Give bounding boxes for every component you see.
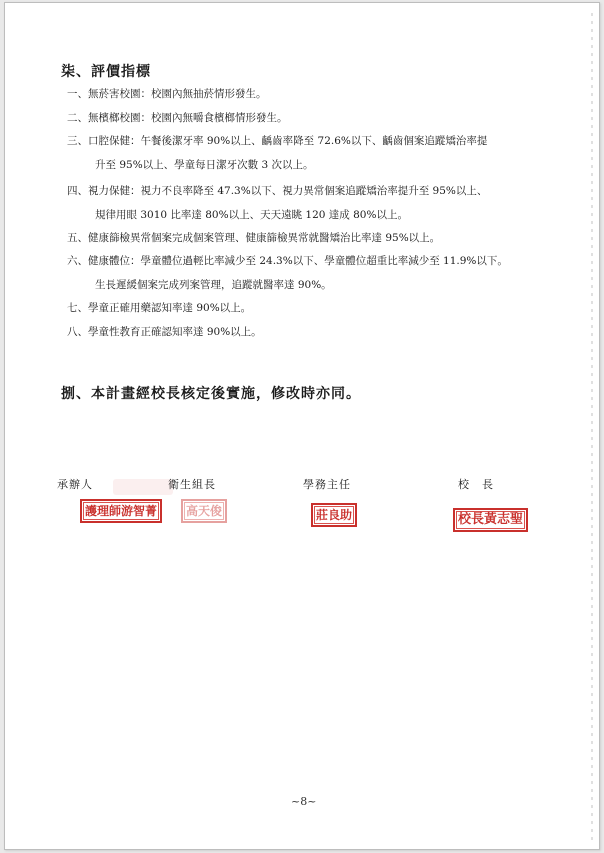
list-item (67, 301, 251, 315)
signature-title-health-chief: 衛生組長 (168, 478, 216, 491)
seal-stamp-student-affairs: 莊良助 (311, 503, 357, 527)
item-number: 四、 (67, 185, 88, 197)
signature-title-handler: 承辦人 (57, 478, 93, 491)
section-heading-implementation: 捌、本計畫經校長核定後實施，修改時亦同。 (61, 386, 361, 402)
seal-stamp-health-chief: 高天俊 (181, 499, 227, 523)
list-item (67, 231, 440, 245)
page-number: ~8~ (291, 795, 317, 808)
item-continuation: 生長遲緩個案完成列案管理，追蹤就醫率達 90%。 (95, 279, 332, 291)
section-heading-evaluation: 柒、評價指標 (61, 64, 151, 80)
item-number: 七、 (67, 302, 88, 314)
document-page (4, 2, 600, 850)
list-item (67, 184, 487, 222)
signature-title-principal: 校 長 (458, 478, 494, 491)
item-text: 無檳榔校園：校園內無嚼食檳榔情形發生。 (88, 112, 288, 124)
item-text: 健康體位：學童體位過輕比率減少至 24.3%以下、學童體位超重比率減少至 11.9%以下。 (88, 255, 508, 267)
item-text: 學童正確用藥認知率達 90%以上。 (88, 302, 252, 314)
item-number: 八、 (67, 326, 88, 338)
item-continuation: 升至 95%以上、學童每日潔牙次數 3 次以上。 (95, 159, 314, 171)
item-text: 健康篩檢異常個案完成個案管理、健康篩檢異常就醫矯治比率達 95%以上。 (88, 232, 441, 244)
item-text: 口腔保健：午餐後潔牙率 90%以上、齲齒率降至 72.6%以下、齲齒個案追蹤矯治率提 (88, 135, 488, 147)
list-item (67, 325, 262, 339)
item-continuation: 規律用眼 3010 比率達 80%以上、天天遠眺 120 達成 80%以上。 (95, 209, 408, 221)
item-text: 無菸害校園：校園內無抽菸情形發生。 (88, 88, 267, 100)
item-number: 二、 (67, 112, 88, 124)
list-item (67, 87, 267, 101)
faint-stamp-mark (113, 479, 173, 495)
seal-stamp-handler: 護理師游智菁 (80, 499, 162, 523)
item-number: 五、 (67, 232, 88, 244)
item-number: 三、 (67, 135, 88, 147)
seal-stamp-principal: 校長黃志聖 (453, 508, 528, 532)
page-edge-decoration (591, 13, 593, 843)
list-item (67, 111, 288, 125)
item-text: 視力保健：視力不良率降至 47.3%以下、視力異常個案追蹤矯治率提升至 95%以上、 (88, 185, 488, 197)
item-number: 一、 (67, 88, 88, 100)
item-number: 六、 (67, 255, 88, 267)
item-text: 學童性教育正確認知率達 90%以上。 (88, 326, 262, 338)
signature-title-student-affairs: 學務主任 (303, 478, 351, 491)
list-item (67, 254, 508, 292)
list-item (67, 134, 487, 172)
